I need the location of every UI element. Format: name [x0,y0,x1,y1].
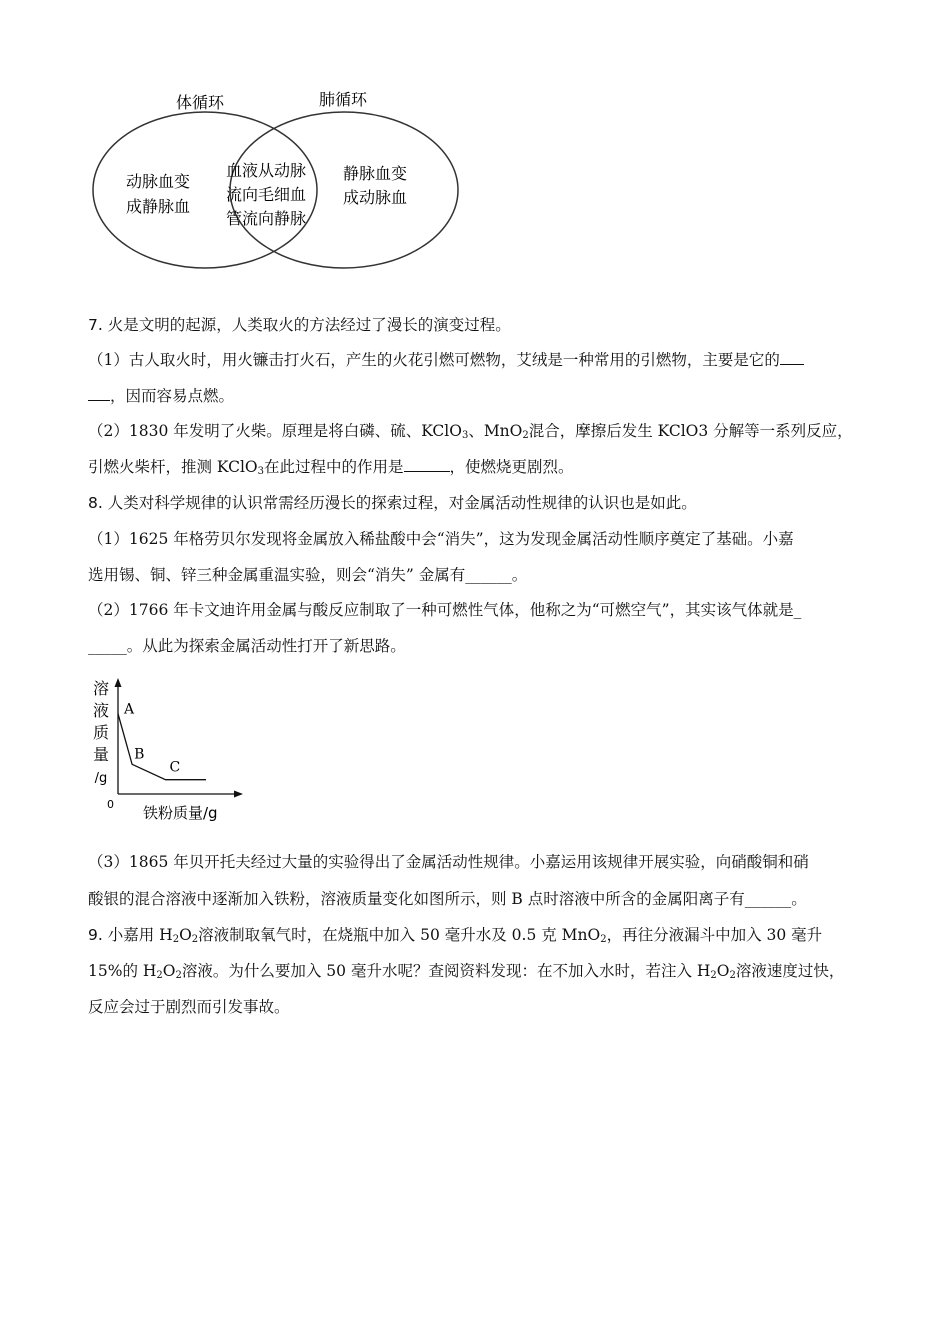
point-label-b: B [134,746,145,763]
x-axis-arrow [234,791,243,798]
x-axis-label: 铁粉质量/g [143,804,218,822]
venn-right-title: 肺循环 [318,90,368,109]
q7-answer-blank-1b[interactable] [88,386,110,401]
y-axis-label-char: 液 [92,701,110,720]
venn-right-line-2: 成动脉血 [342,188,408,207]
venn-center-line-3: 管流向静脉 [225,209,307,228]
y-axis-label-char: 量 [92,745,110,764]
point-label-a: A [124,701,135,718]
q7-part2-line2: 引燃火柴杆，推测 KClO$_3$在此过程中的作用是 ，使燃烧更剧烈。 [88,458,574,477]
venn-left-title: 体循环 [175,93,225,112]
q9-line2: 15%的 $H_2O_2$溶液。为什么要加入 50 毫升水呢？查阅资料发现：在不加入水时，若注入 $H_2O_2$溶液速度过快， [88,962,845,981]
q7-answer-blank-2[interactable] [404,457,450,472]
venn-diagram [88,88,468,278]
q8-part2-line1: （2）1766 年卡文迪许用金属与酸反应制取了一种可燃性气体，他称之为“可燃空气”，其实该气体就是_ [88,601,802,619]
y-axis-label-char: 质 [92,723,110,742]
y-axis-arrow [115,678,122,687]
q8-stem: 8. 人类对科学规律的认识常需经历漫长的探索过程，对金属活动性规律的认识也是如此。 [88,494,697,512]
q9-number: 9 [88,926,98,944]
venn-left-line-1: 动脉血变 [125,172,191,191]
venn-center-line-1: 血液从动脉 [225,161,307,180]
point-label-c: C [169,759,181,776]
q7-stem: 7. 火是文明的起源，人类取火的方法经过了漫长的演变过程。 [88,316,511,334]
q9-line1: 9. 小嘉用 $H_2O_2$溶液制取氧气时，在烧瓶中加入 50 毫升水及 0.5 克 MnO$_2$，再往分液漏斗中加入 30 毫升 [88,926,823,945]
mass-line [118,714,206,780]
q8-part2-line2: _____。从此为探索金属活动性打开了新思路。 [88,637,406,655]
q7-part1-line2: ，因而容易点燃。 [88,386,234,406]
q8-part1-line1: （1）1625 年格劳贝尔发现将金属放入稀盐酸中会“消失”，这为发现金属活动性顺序奠定了基础。小嘉 [88,530,794,548]
q7-part1-line1: （1）古人取火时，用火镰击打火石，产生的火花引燃可燃物，艾绒是一种常用的引燃物，主要是它的 [88,350,804,370]
q8-part3-line2: 酸银的混合溶液中逐渐加入铁粉，溶液质量变化如图所示，则 B 点时溶液中所含的金属阳离子有______。 [88,890,807,908]
venn-right-line-1: 静脉血变 [342,164,408,183]
q7-answer-blank-1[interactable] [780,350,804,365]
q8-number: 8 [88,494,98,512]
q8-part1-line2: 选用锡、铜、锌三种金属重温实验，则会“消失” 金属有______。 [88,566,528,584]
solution-mass-chart [85,672,245,830]
q7-number: 7 [88,316,98,334]
q8-part3-line1: （3）1865 年贝开托夫经过大量的实验得出了金属活动性规律。小嘉运用该规律开展实验，向硝酸铜和硝 [88,853,809,871]
y-axis-label-char: 溶 [92,679,110,698]
venn-center-line-2: 流向毛细血 [225,185,307,204]
venn-left-line-2: 成静脉血 [125,197,191,216]
origin-label: 0 [107,798,114,811]
q9-line3: 反应会过于剧烈而引发事故。 [88,998,290,1016]
y-axis-label [93,679,109,786]
y-axis-label-char: /g [94,771,108,786]
q7-part2-line1: （2）1830 年发明了火柴。原理是将白磷、硫、KClO$_3$、MnO$_2$混合，摩擦后发生 KClO3 分解等一系列反应， [88,422,853,441]
